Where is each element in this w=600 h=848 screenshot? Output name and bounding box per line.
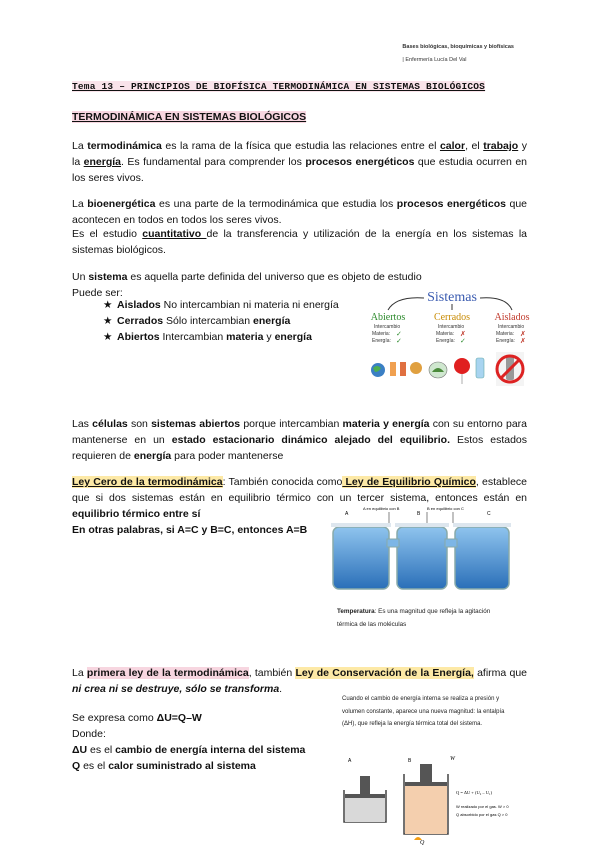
paragraph-formula: Se expresa como ΔU=Q–W Donde: ΔU es el cambio de energía interna del sistema Q es el calor suministrado al sistema: [72, 712, 306, 772]
beakers-illustration: [327, 505, 513, 597]
paragraph-cells: Las células son sistemas abiertos porque intercambian materia y energía con su entorno para mantenerse en un estado estacionario dinámico alejado del equilibrio. Estos estados requieren de energía para poder mantenerse: [72, 418, 528, 462]
star-bullet-icon: ★: [103, 331, 113, 343]
enthalpy-box: Cuando el cambio de energía interna se realiza a presión y volumen constante, aparece una nueva magnitud: la entalpía (ΔH), que refleja la energía térmica total del sistema.: [342, 696, 505, 727]
check-icon: ✓: [396, 338, 402, 345]
svg-text:Materia:: Materia:: [436, 331, 455, 337]
heat-label: Q: [420, 840, 425, 846]
svg-text:Intercambio: Intercambio: [438, 324, 465, 330]
heat-note: Q absorbido por el gas Q > 0: [456, 812, 508, 817]
system-types-list: [103, 297, 339, 345]
svg-text:Materia:: Materia:: [372, 331, 391, 337]
paragraph-thermodynamics: La termodinámica es la rama de la física que estudia las relaciones entre el calor, el trabajo y la energía. Es fundamental para comprender los procesos energéticos que estudia ocurren en los seres vivos.: [72, 140, 528, 184]
svg-text:Energía:: Energía:: [496, 338, 515, 344]
equilibrium-ab-label: A en equilibrio con B: [363, 506, 400, 511]
isolated-label: Aislados: [494, 312, 530, 323]
star-bullet-icon: ★: [103, 299, 113, 311]
person-icon: [390, 362, 396, 376]
svg-text:Energía:: Energía:: [372, 338, 391, 344]
closed-label: Cerrados: [433, 312, 471, 323]
arrow-isolated-icon: [480, 298, 512, 310]
piston-b-label: B: [408, 758, 412, 764]
svg-text:Materia:: Materia:: [496, 331, 515, 337]
paragraph-system: Un sistema es aquella parte definida del universo que es objeto de estudio Puede ser:: [72, 271, 422, 299]
paragraph-first-law: La primera ley de la termodinámica, también Ley de Conservación de la Energía, afirma que ni crea ni se destruye, sólo se transforma.: [72, 667, 528, 695]
svg-text:Energía:: Energía:: [436, 338, 455, 344]
systems-title: Sistemas: [427, 290, 477, 305]
piston-illustration: [338, 750, 516, 848]
open-label: Abiertos: [370, 312, 406, 323]
systems-illustration: [366, 286, 530, 390]
check-icon: ✓: [396, 331, 402, 338]
paragraph-quantitative: Es el estudio cuantitativo de la transferencia y utilización de la energía en los sistemas la sistemas biológicos.: [72, 228, 527, 256]
header-line-1: Bases biológicas, bioquímicas y biofísicas: [402, 44, 514, 50]
flame-icon: [414, 837, 422, 840]
list-item: ★ Abiertos Intercambian materia y energía: [103, 331, 312, 343]
beaker-b-label: B: [417, 511, 421, 517]
temperature-definition-box: Temperatura: Es una magnitud que refleja la agitación térmica de las moléculas: [337, 608, 491, 628]
beaker-c: [455, 527, 509, 589]
piston-formula: Q = ΔU + (U₂ – U₁): [456, 790, 493, 795]
cross-icon: ✗: [460, 331, 466, 338]
balloon-icon: [454, 358, 470, 374]
beaker-a: [333, 527, 389, 589]
person-icon: [400, 362, 406, 376]
arrow-open-icon: [388, 298, 424, 310]
list-item: ★ Cerrados Sólo intercambian energía: [103, 315, 291, 327]
svg-text:Intercambio: Intercambio: [498, 324, 525, 330]
beaker-c-label: C: [487, 511, 491, 517]
bottle-icon: [476, 358, 484, 378]
cross-icon: ✗: [520, 338, 526, 345]
paragraph-zeroth-law: Ley Cero de la termodinámica: También conocida como Ley de Equilibrio Químico, establece que si dos sistemas están en equilibrio térmico con un tercer sistema, entonces están en equilibrio térmico entre sí En otras palabras, si A=C y B=C, entonces A=B: [72, 476, 527, 536]
beaker-a-label: A: [345, 511, 349, 517]
svg-text:Intercambio: Intercambio: [374, 324, 401, 330]
list-item: ★ Aislados No intercambian ni materia ni energía: [103, 299, 339, 311]
header-line-2: | Enfermería Lucía Del Val: [402, 57, 467, 63]
work-note: W realizado por el gas. W > 0: [456, 804, 509, 809]
work-label: W: [450, 756, 455, 762]
star-bullet-icon: ★: [103, 315, 113, 327]
lion-icon: [410, 362, 422, 374]
beaker-b: [397, 527, 447, 589]
check-icon: ✓: [460, 338, 466, 345]
piston-a-label: A: [348, 758, 352, 764]
equilibrium-bc-label: B en equilibrio con C: [427, 506, 464, 511]
topic-title: Tema 13 – PRINCIPIOS DE BIOFÍSICA TERMODINÁMICA EN SISTEMAS BIOLÓGICOS: [72, 81, 486, 92]
page-header: [402, 41, 514, 67]
paragraph-bioenergetics: La bioenergética es una parte de la termodinámica que estudia los procesos energéticos que acontecen en todos en todos los seres vivos.: [72, 198, 527, 226]
cross-icon: ✗: [520, 331, 526, 338]
weight-icon: [360, 776, 370, 794]
section-title: TERMODINÁMICA EN SISTEMAS BIOLÓGICOS: [72, 111, 307, 123]
